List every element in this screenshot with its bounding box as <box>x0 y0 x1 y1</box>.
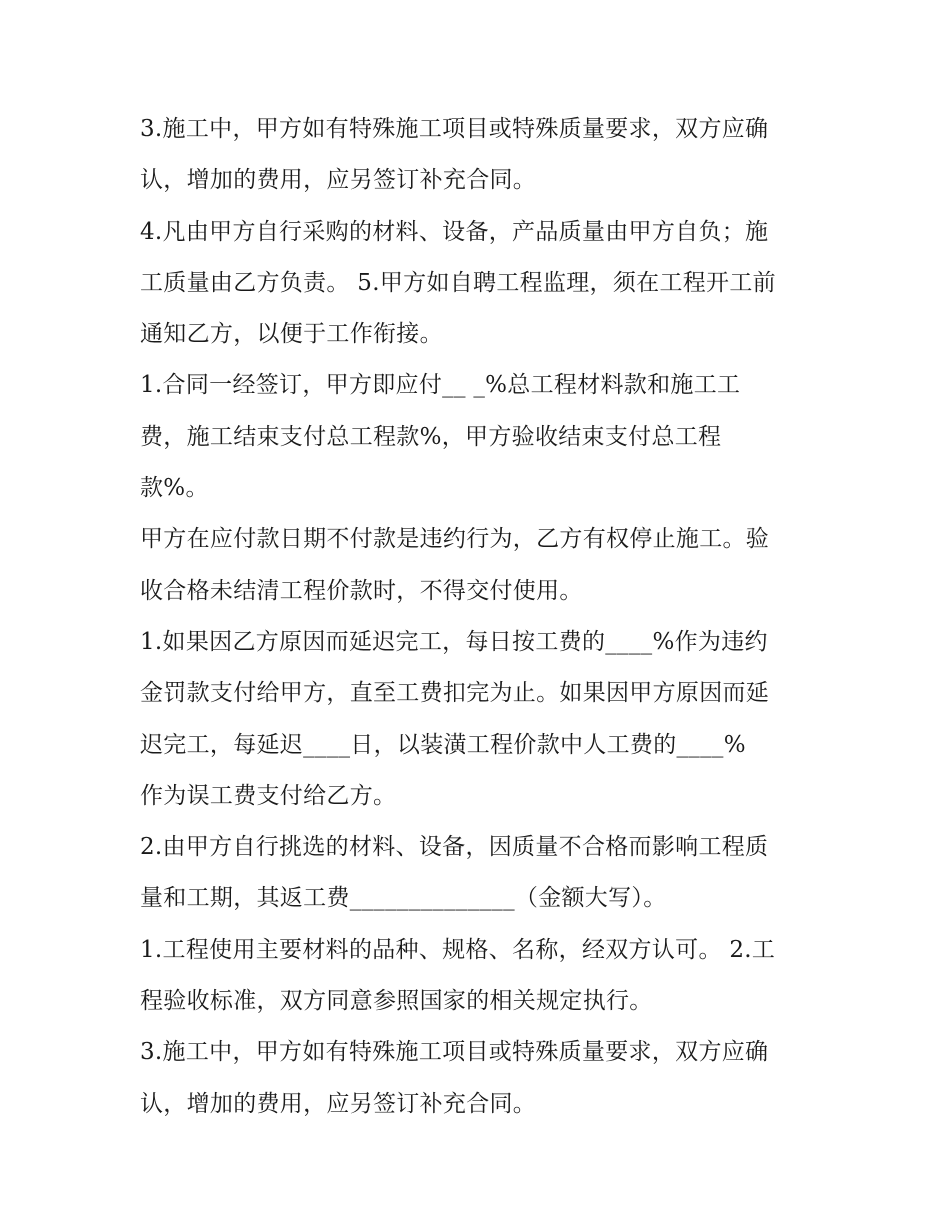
paragraph-rework-cost <box>140 822 820 925</box>
text-line: 费，施工结束支付总工程款%，甲方验收结束支付总工程 <box>140 423 722 450</box>
paragraph-payment-terms <box>140 360 820 514</box>
text-line: 1.如果因乙方原因而延迟完工，每日按工费的____%作为违约 <box>140 628 768 655</box>
paragraph-materials-acceptance <box>140 925 820 1028</box>
paragraph-clause-3-repeat <box>140 1027 820 1130</box>
paragraph-clause-4-materials <box>140 207 820 361</box>
text-line: 3.施工中，甲方如有特殊施工项目或特殊质量要求，双方应确 <box>140 1039 769 1066</box>
text-line: 工质量由乙方负责。 5.甲方如自聘工程监理，须在工程开工前 <box>140 269 776 296</box>
paragraph-delay-penalty <box>140 617 820 822</box>
text-line: 认，增加的费用，应另签订补充合同。 <box>140 1090 537 1117</box>
text-line: 3.施工中，甲方如有特殊施工项目或特殊质量要求，双方应确 <box>140 116 769 142</box>
text-line: 1.工程使用主要材料的品种、规格、名称，经双方认可。 2.工 <box>140 936 776 963</box>
text-line: 通知乙方，以便于工作衔接。 <box>140 321 443 348</box>
text-line: 款%。 <box>140 475 209 502</box>
text-line: 2.由甲方自行挑选的材料、设备，因质量不合格而影响工程质 <box>140 834 769 861</box>
text-line: 程验收标准，双方同意参照国家的相关规定执行。 <box>140 988 653 1015</box>
paragraph-late-payment <box>140 514 820 617</box>
document-body <box>140 104 820 1130</box>
text-line: 甲方在应付款日期不付款是违约行为，乙方有权停止施工。验 <box>140 526 770 553</box>
text-line: 金罚款支付给甲方，直至工费扣完为止。如果因甲方原因而延 <box>140 680 770 707</box>
text-line: 作为误工费支付给乙方。 <box>140 782 397 809</box>
text-line: 1.合同一经签订，甲方即应付__ _%总工程材料款和施工工 <box>140 372 741 399</box>
paragraph-clause-3-special-requirements <box>140 104 820 207</box>
text-line: 量和工期，其返工费______________（金额大写）。 <box>140 885 667 912</box>
text-line: 认，增加的费用，应另签订补充合同。 <box>140 167 537 194</box>
text-line: 迟完工，每延迟____日，以装潢工程价款中人工费的____% <box>140 731 746 758</box>
text-line: 收合格未结清工程价款时，不得交付使用。 <box>140 577 583 604</box>
text-line: 4.凡由甲方自行采购的材料、设备，产品质量由甲方自负；施 <box>140 218 769 245</box>
